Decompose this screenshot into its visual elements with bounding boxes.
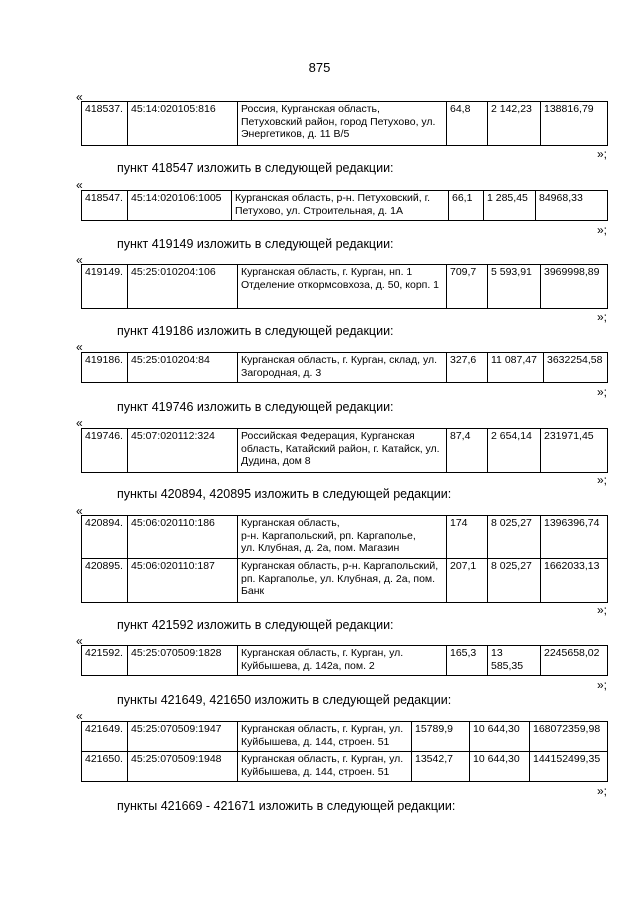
close-quote-mark: »; bbox=[597, 310, 608, 324]
value: 84968,33 bbox=[536, 191, 608, 221]
close-quote-mark: »; bbox=[597, 147, 608, 161]
area: 174 bbox=[447, 516, 488, 559]
cadastral-number: 45:06:020110:187 bbox=[128, 559, 238, 603]
close-quote-mark: »; bbox=[597, 603, 608, 617]
cadastral-number: 45:25:010204:106 bbox=[128, 265, 238, 309]
open-quote-mark: « bbox=[76, 178, 83, 192]
open-quote-mark: « bbox=[76, 90, 83, 104]
instruction-text: пункт 419186 изложить в следующей редакции: bbox=[117, 324, 394, 338]
rate: 8 025,27 bbox=[488, 559, 541, 603]
property-table bbox=[81, 352, 608, 383]
area: 15789,9 bbox=[412, 722, 470, 752]
area: 207,1 bbox=[447, 559, 488, 603]
property-table bbox=[81, 190, 608, 221]
value: 168072359,98 bbox=[530, 722, 608, 752]
item-number: 421592. bbox=[82, 646, 128, 676]
item-number: 419149. bbox=[82, 265, 128, 309]
instruction-text: пункт 419746 изложить в следующей редакции: bbox=[117, 400, 394, 414]
property-table bbox=[81, 428, 608, 473]
rate: 8 025,27 bbox=[488, 516, 541, 559]
value: 3969998,89 bbox=[541, 265, 608, 309]
area: 327,6 bbox=[447, 353, 488, 383]
item-number: 420895. bbox=[82, 559, 128, 603]
area: 87,4 bbox=[447, 429, 488, 473]
value: 138816,79 bbox=[541, 102, 608, 146]
table-row bbox=[82, 191, 608, 221]
cadastral-number: 45:25:070509:1947 bbox=[128, 722, 238, 752]
rate: 2 654,14 bbox=[488, 429, 541, 473]
open-quote-mark: « bbox=[76, 709, 83, 723]
value: 231971,45 bbox=[541, 429, 608, 473]
cadastral-number: 45:14:020105:816 bbox=[128, 102, 238, 146]
cadastral-number: 45:25:070509:1948 bbox=[128, 752, 238, 782]
address: Курганская область, р-н. Петуховский, г. Петухово, ул. Строительная, д. 1А bbox=[232, 191, 449, 221]
table-row bbox=[82, 559, 608, 603]
property-table bbox=[81, 721, 608, 782]
close-quote-mark: »; bbox=[597, 385, 608, 399]
table-row bbox=[82, 722, 608, 752]
value: 1396396,74 bbox=[541, 516, 608, 559]
rate: 11 087,47 bbox=[488, 353, 544, 383]
address: Россия, Курганская область, Петуховский район, город Петухово, ул. Энергетиков, д. 11 В/5 bbox=[238, 102, 447, 146]
area: 66,1 bbox=[449, 191, 484, 221]
item-number: 419186. bbox=[82, 353, 128, 383]
cadastral-number: 45:06:020110:186 bbox=[128, 516, 238, 559]
rate: 13 585,35 bbox=[488, 646, 541, 676]
close-quote-mark: »; bbox=[597, 473, 608, 487]
item-number: 418547. bbox=[82, 191, 128, 221]
table-row bbox=[82, 429, 608, 473]
area: 13542,7 bbox=[412, 752, 470, 782]
address: Курганская область, г. Курган, ул. Куйбышева, д. 144, строен. 51 bbox=[238, 722, 412, 752]
area: 64,8 bbox=[447, 102, 488, 146]
address: Российская Федерация, Курганская область, Катайский район, г. Катайск, ул. Дудина, дом 8 bbox=[238, 429, 447, 473]
open-quote-mark: « bbox=[76, 634, 83, 648]
value: 1662033,13 bbox=[541, 559, 608, 603]
instruction-text: пункт 421592 изложить в следующей редакции: bbox=[117, 618, 394, 632]
item-number: 421649. bbox=[82, 722, 128, 752]
instruction-text: пункты 421669 - 421671 изложить в следующей редакции: bbox=[117, 799, 456, 813]
close-quote-mark: »; bbox=[597, 223, 608, 237]
close-quote-mark: »; bbox=[597, 784, 608, 798]
close-quote-mark: »; bbox=[597, 678, 608, 692]
property-table bbox=[81, 264, 608, 309]
page-number: 875 bbox=[308, 60, 331, 75]
value: 2245658,02 bbox=[541, 646, 608, 676]
table-row bbox=[82, 353, 608, 383]
value: 144152499,35 bbox=[530, 752, 608, 782]
table-row bbox=[82, 102, 608, 146]
property-table bbox=[81, 101, 608, 146]
open-quote-mark: « bbox=[76, 416, 83, 430]
property-table bbox=[81, 515, 608, 603]
table-row bbox=[82, 516, 608, 559]
address: Курганская область, г. Курган, ул. Куйбышева, д. 142а, пом. 2 bbox=[238, 646, 447, 676]
address: Курганская область, г. Курган, ул. Куйбышева, д. 144, строен. 51 bbox=[238, 752, 412, 782]
item-number: 421650. bbox=[82, 752, 128, 782]
cadastral-number: 45:14:020106:1005 bbox=[128, 191, 232, 221]
table-row bbox=[82, 265, 608, 309]
item-number: 420894. bbox=[82, 516, 128, 559]
value: 3632254,58 bbox=[544, 353, 608, 383]
instruction-text: пункт 419149 изложить в следующей редакции: bbox=[117, 237, 394, 251]
address: Курганская область, г. Курган, склад, ул. Загородная, д. 3 bbox=[238, 353, 447, 383]
open-quote-mark: « bbox=[76, 253, 83, 267]
address: Курганская область, р-н. Каргапольский, рп. Каргаполье, ул. Клубная, д. 2а, пом. Банк bbox=[238, 559, 447, 603]
rate: 5 593,91 bbox=[488, 265, 541, 309]
address: Курганская область, р-н. Каргапольский, рп. Каргаполье, ул. Клубная, д. 2а, пом. Магазин bbox=[238, 516, 447, 559]
cadastral-number: 45:07:020112:324 bbox=[128, 429, 238, 473]
table-row bbox=[82, 646, 608, 676]
area: 165,3 bbox=[447, 646, 488, 676]
area: 709,7 bbox=[447, 265, 488, 309]
cadastral-number: 45:25:070509:1828 bbox=[128, 646, 238, 676]
instruction-text: пункты 421649, 421650 изложить в следующей редакции: bbox=[117, 693, 452, 707]
open-quote-mark: « bbox=[76, 504, 83, 518]
instruction-text: пункты 420894, 420895 изложить в следующей редакции: bbox=[117, 487, 452, 501]
rate: 1 285,45 bbox=[484, 191, 536, 221]
item-number: 419746. bbox=[82, 429, 128, 473]
cadastral-number: 45:25:010204:84 bbox=[128, 353, 238, 383]
instruction-text: пункт 418547 изложить в следующей редакции: bbox=[117, 161, 394, 175]
table-row bbox=[82, 752, 608, 782]
rate: 10 644,30 bbox=[470, 752, 530, 782]
property-table bbox=[81, 645, 608, 676]
rate: 10 644,30 bbox=[470, 722, 530, 752]
rate: 2 142,23 bbox=[488, 102, 541, 146]
open-quote-mark: « bbox=[76, 340, 83, 354]
item-number: 418537. bbox=[82, 102, 128, 146]
address: Курганская область, г. Курган, нп. 1 Отделение откормсовхоза, д. 50, корп. 1 bbox=[238, 265, 447, 309]
